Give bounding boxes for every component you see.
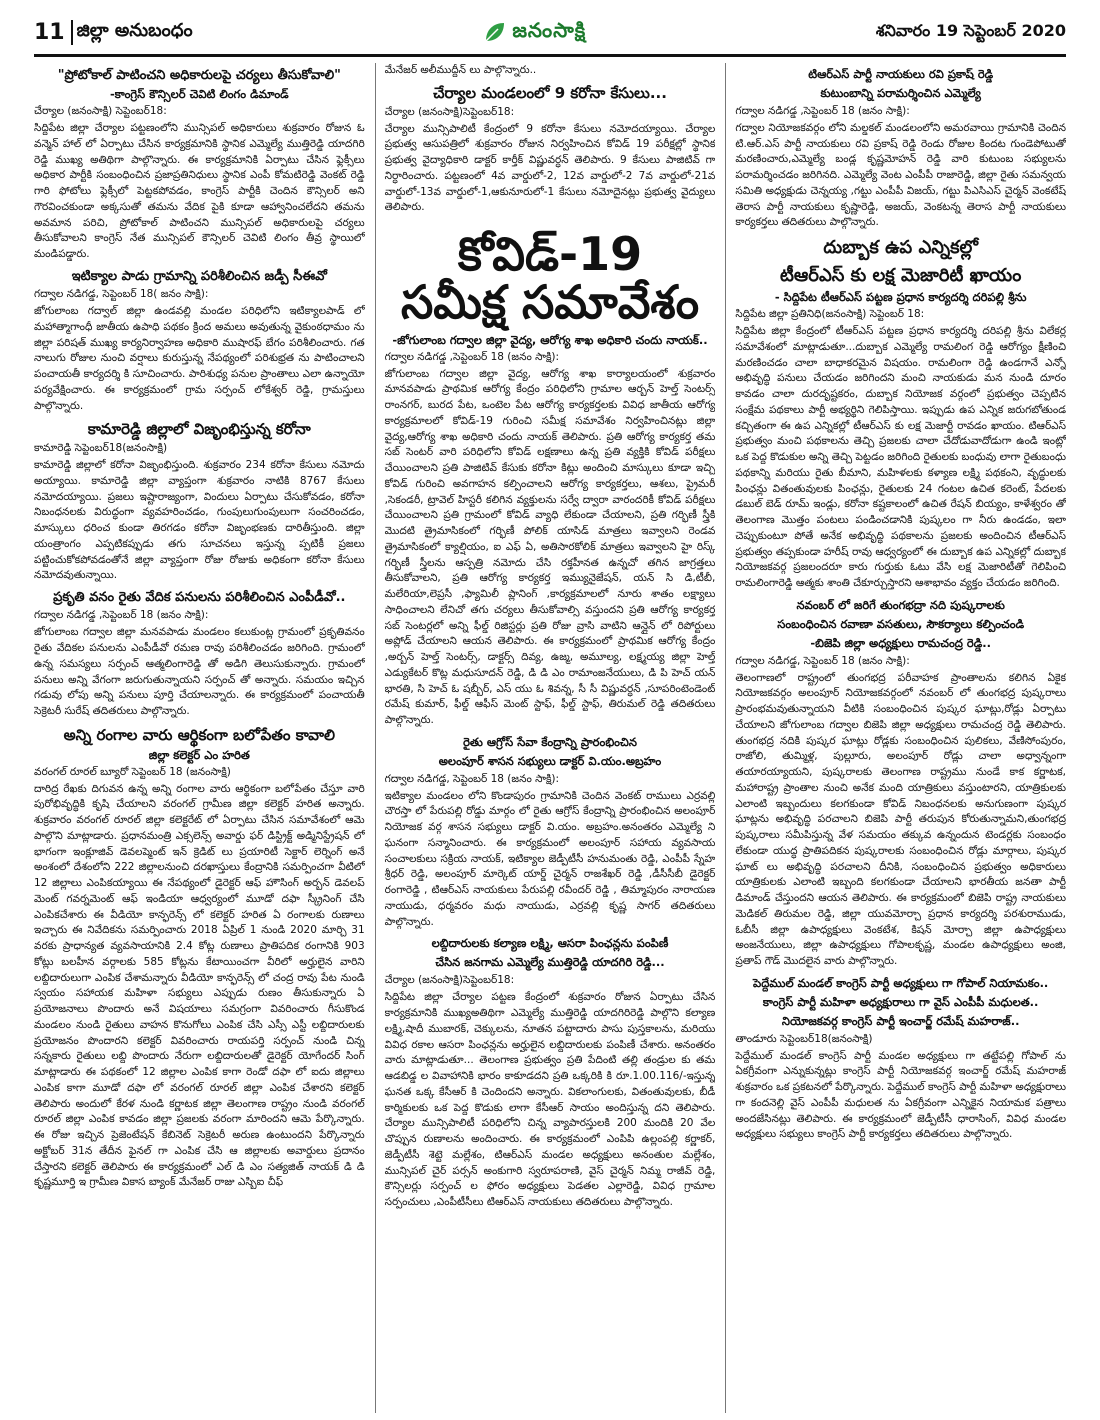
article-body: చేర్యాల మున్సిపాలిటీ కేంద్రంలో 9 కరోనా కేసులు నమోదయ్యాయి. చేర్యాల ప్రభుత్వ ఆసుపత్రిలో శుక్రవారం రోజున నిర్వహించిన కోవిడ్ 19 పరీక్షల్లో స్థానిక ప్రభుత్వ వైద్యాధికారి డాక్టర్ కార్తీక్ విష్ణువర్ధన్ తెలిపారు. 9 కేసులు పాజిటివ్ గా నిర్ధారించారు. పట్టణంలో 4వ వార్డులో-2, 12వ వార్డులో-2 7వ వార్డులో-21వ వార్డులో-13వ వార్డులో-1,ఆకునూరులో-1 కేసులు నమోదైనట్లు ప్రభుత్వ వైద్యులు తెలిపారు. <box>384 122 716 214</box>
headline: చేర్యాల మండలంలో 9 కరోనా కేసులు... <box>433 83 667 102</box>
article-tungabhadra <box>735 598 1066 970</box>
article-kamareddy-corona <box>34 420 365 584</box>
page-info <box>34 20 193 45</box>
headline: ఇటిక్యాల పాడు గ్రామాన్ని పరిశీలించిన జడ్పీ సీఈవో <box>71 268 327 284</box>
subheadline: జిల్లా కలెక్టర్ ఎం హరిత <box>148 747 250 762</box>
headline-3: నియోజకవర్గ కాంగ్రెస్ పార్టీ ఇంచార్జ్ రమేష్ మహరాజ్.. <box>781 1013 1020 1028</box>
subheadline: -జోగులాంబ గద్వాల జిల్లా వైద్య, ఆరోగ్య శాఖ అధికారి చందు నాయక్.. <box>392 332 708 347</box>
headline-line-2: సంబంధించిన రవాణా వసతులు, సౌకర్యాలు కల్పించండి <box>777 616 1025 631</box>
column-2 <box>375 63 716 1413</box>
article-protocol <box>34 68 365 263</box>
subheadline: అలంపూర్ శాసన సభ్యులు డాక్టర్ వి.యం.అబ్రహం <box>438 753 662 768</box>
subheadline: చేసిన జనగామ ఎమ్మెల్యే ముత్తిరెడ్డి యాదగిరి రెడ్డి... <box>435 955 665 970</box>
dateline: గద్వాల నడిగడ్డ ,సెప్టెంబర్ 18 (జనం సాక్షి): <box>34 609 209 622</box>
logo-text: జనంసాక్షి <box>512 17 587 42</box>
dateline: వరంగల్ రూరల్ బ్యూరో సెప్టెంబర్ 18 (జనంసాక్షి) <box>34 765 231 778</box>
headline: కామారెడ్డి జిల్లాలో విజృంభిస్తున్న కరోనా <box>87 420 311 439</box>
article-body: కామారెడ్డి జిల్లాలో కరోనా విజృంభిస్తుంది. శుక్రవారం 234 కరోనా కేసులు నమోదు అయ్యాయి. కామారెడ్డి జిల్లా వ్యాప్తంగా శుక్రవారం నాటికి 8767 కేసులు నమోదయ్యాయి. ప్రజలు ఇష్టారాజ్యంగా, విందులు ఏర్పాటు చేసుకోవడం, కరోనా నిబంధనలకు విరుద్ధంగా వ్యవహరించడం, గుంపులుగుంపులుగా సంచరించడం, మాస్కులు ధరించ కుండా తిరగడం కరోనా విజృంభణకు దారితీస్తుంది. జిల్లా యంత్రాంగం ఎప్పటికప్పుడు తగు సూచనలు ఇస్తున్న ప్పటికీ ప్రజలు పట్టించుకోకపోవడంతోనే జిల్లా వ్యాప్తంగా రోజు రోజుకు అధికంగా కరోనా కేసులు నమోదవుతున్నాయి. <box>34 459 365 582</box>
headline-2: కాంగ్రెస్ పార్టీ మహిళా అధ్యక్షురాలు గా వైస్ ఎంపీపీ మధులత.. <box>762 994 1039 1009</box>
headline-line-1: టిఆర్ఎస్ పార్టీ నాయకులు రవి ప్రకాష్ రెడ్డి <box>808 67 994 81</box>
section-name: జిల్లా అనుబంధం <box>76 19 193 41</box>
continued-text: మేనేజర్ అలీముద్దీన్ లు పాల్గొన్నారు.. <box>384 64 537 76</box>
dateline: గద్వాల నడిగడ్డ, సెప్టెంబర్ 18 (జనం సాక్షి): <box>384 772 560 785</box>
subheadline: -బిజెపి జిల్లా అధ్యక్షులు రామచంద్ర రెడ్డి.. <box>810 635 991 650</box>
dateline: తాండూరు సెప్టెంబర్18(జనంసాక్షి) <box>735 1032 873 1045</box>
article-body: జోగులాంబ గద్వాల జిల్లా వైద్య, ఆరోగ్య శాఖ కార్యాలయంలో శుక్రవారం మానవపాడు ప్రాథమిక ఆరోగ్య కేంద్రం పరిధిలోని గ్రామాల ఆర్బన్ హెల్త్ సెంటర్స్ రాంనగర్, బురద పేట, ఒంటెల పేట ఆరోగ్య కార్యకర్తలకు వివిధ జాతీయ ఆరోగ్య కార్యక్రమాలలో కోవిడ్-19 గురించి సమీక్ష సమావేశం నిర్వహించినట్లు జిల్లా వైద్య,ఆరోగ్య శాఖ అధికారి చందు నాయక్ తెలిపారు. ప్రతి ఆరోగ్య కార్యకర్త తమ సబ్ సెంటర్ వారి పరిధిలోని కోవిడ్ లక్షణాలు ఉన్న ప్రతి వ్యక్తికి కోవిడ్ పరీక్షలు చేయించాలని ప్రతి పాజిటివ్ కేసుకు కరోనా కిట్లు అందించి మాస్కులు కూడా ఇచ్చి కోవిడ్ గురించి అవగాహన కల్పించాలని ఆరోగ్య కార్యకర్తలు, ఆశలు, ప్రైమరీ ,సెకండరీ, ట్రావెల్ హిస్టరీ కలిగిన వ్యక్తులను సర్వే ద్వారా వారందరికీ కోవిడ్ పరీక్షలు చేయించాలని ప్రతి గ్రామంలో కోవిడ్ వ్యాధి లేకుండా చేయాలని, ప్రతి గర్భిణీ స్త్రీకి మొదటి త్రైమాసికంలో గర్భిణీ పోలిక్ యాసిడ్ మాత్రలు ఇవ్వాలని రెండవ త్రైమాసికంలో క్యాల్షియం, ఐ ఎఫ్ ఏ, అతిసారకోలిక్ మాత్రలు ఇవ్వాలని హై రిస్క్ గర్భిణీ స్త్రీలను ఆస్పత్రి నమోదు చేసి రక్తహీనత ఉన్నచో తగిన జాగ్రత్తలు తీసుకోవాలని, ప్రతి ఆరోగ్య కార్యకర్త ఇమ్యునైజేషన్, యన్ సి డి,టీబీ, మలేరియా,లెప్రసీ ,ఫ్యామిలీ ప్లానింగ్ ,కార్యక్రమాలలో నూరు శాతం లక్ష్యాలు సాధించాలని లేనిచో తగు చర్యలు తీసుకోవాల్సి వస్తుందని ప్రతి ఆరోగ్య కార్యకర్త సబ్ సెంటర్లలో అన్ని ఫీల్డ్ రిజిస్టర్లు ప్రతి రోజు వ్రాసి వాటిని ఆన్లైన్ లో రిపోర్టులు అప్లోడ్ చేయాలని ఆయన తెలిపారు. ఈ కార్యక్రమంలో ప్రాథమిక ఆరోగ్య కేంద్రం ,అర్బన్ హెల్త్ సెంటర్స్, డాక్టర్స్ దివ్య, ఉజ్మ, అమూల్య, లక్ష్మయ్య జిల్లా హెల్త్ ఎడ్యుకేటర్ కొట్ల మధుసూదన్ రెడ్డి, డి డి ఎం రామాంజనేయులు, డి పి హెచ్ యన్ భారతి, సి హెచ్ ఓ షబ్బీర్, ఎస్ యు ఓ శివన్న, సీ సీ విష్ణువర్ధన్ ,సూపరింటెండెంట్ రమేష్ కుమార్, ఫీల్డ్ ఆఫీస్ మెంట్ స్టాఫ్, ఫీల్డ్ స్టాఫ్, తిరుమల్ రెడ్డి తదితరులు పాల్గొన్నారు. <box>384 367 716 727</box>
article-body: దారిద్ర రేఖకు దిగువన ఉన్న అన్ని రంగాల వారు ఆర్థికంగా బలోపేతం చేస్తూ వారి పురోభివృద్ధికి కృషి చేయాలని వరంగల్ గ్రామీణ జిల్లా కలెక్టర్ హరిత అన్నారు. శుక్రవారం వరంగల్ రూరల్ జిల్లా కలెక్టరేట్ లో ఏర్పాటు చేసిన సమావేశంలో ఆమె పాల్గొని మాట్లాడారు. ప్రధానమంత్రి ఎక్సలెన్స్ అవార్డు ఫర్ డిస్ట్రిక్ట్ అడ్మినిస్ట్రేషన్ లో భాగంగా ఇంక్లూజివ్ డెవలప్మెంట్ ఇన్ క్రెడిట్ లు ప్రయారిటీ సెక్టార్ లెర్నింగ్ అనే అంశంలో దేశంలోని 222 జిల్లాలనుంచి దరఖాస్తులు కేంద్రానికి సమర్పించగా వీటిలో 12 జిల్లాలు ఎంపికయ్యాయి ఈ నేపథ్యంలో డైరెక్టర్ ఆఫ్ హౌసింగ్ అర్బన్ డెవలప్ మెంట్ గవర్నమెంట్ ఆఫ్ ఇండియా ఆధ్వర్యంలో మూడో దఫా స్క్రీనింగ్ చేసి ఎంపికచేశారు ఈ వీడియో కాన్ఫరెన్స్ లో కలెక్టర్ హరిత ఏ రంగాలకు రుణాలు ఇచ్చారు ఈ నివేదికను సమర్పించారు 2018 ఏప్రిల్ 1 నుండి 2020 మార్చి 31 వరకు ప్రాధాన్యత వ్యవసాయానికి 2.4 కోట్ల రుణాలు ప్రాతిపదిక రంగానికి 903 కోట్లు బలహీన వర్గాలకు 585 కోట్లను కేటాయించగా వీరిలో అర్హులైన వారిని లబ్దిదారులుగా ఎంపిక చేశామన్నారు వీడియో కాన్ఫరెన్స్ లో చంద్ర రావు పేట నుండి స్వయం సహాయక మహిళా సభ్యులు ఎప్పుడు రుణం తీసుకున్నారు ఏ ప్రయోజనాలు పొందారు అనే విషయాలు సమగ్రంగా వివరించారు గీసుకొండ మండలం నుండి రైతులు వాహన కొనుగోలు ఎంపిక చేసి ఎస్సీ ఎస్టీ లబ్దిదారులకు ప్రయోజనం పొందారని కలెక్టర్ వివరించారు రాయపర్తి సర్పంచ్ నుండి చిన్న సన్నకారు రైతులు లబ్ది పొందారు నేరుగా లబ్దిదారులతో డైరెక్టర్ యోగేందర్ సింగ్ మాట్లాడారు ఈ పథకంలో 12 జిల్లాల ఎంపిక కాగా రెండో దఫా లో ఐదు జిల్లాలు ఎంపిక కాగా మూడో దఫా లో వరంగల్ రూరల్ జిల్లా ఎంపిక చేశారని కలెక్టర్ తెలిపారు అందులో కేరళ నుండి కర్ణాటక జిల్లా తెలంగాణ రాష్ట్రం నుండి వరంగల్ రూరల్ జిల్లా ఎంపిక కావడం జిల్లా ప్రజలకు వరంగా మారిందని ఆమె పేర్కొన్నారు. ఈ రోజు ఇచ్చిన ప్రెజెంటేషన్ కేబినెట్ సెక్రెటరీ అరుణ ఉంటుందని పేర్కొన్నారు అక్టోబర్ 31న తేదీన ఫైనల్ గా ఎంపిక చేసి ఆ జిల్లాలకు అవార్డులు ప్రదానం చేస్తారని కలెక్టర్ తెలిపారు ఈ కార్యక్రమంలో ఎల్ డి ఎం సత్యజిత్ నాయక్ డి డి కృష్ణమూర్తి ఇ గ్రామీణ వికాస బ్యాంక్ మేనేజర్ రాజు ఎస్బిఐ చీఫ్ <box>34 782 365 1189</box>
article-body: తెలంగాణలో రాష్ట్రంలో తుంగభద్ర పరీవాహక ప్రాంతాలను కలిగిన ఏకైక నియోజకవర్గం అలంపూర్ నియోజకవర్గంలో నవంబర్ లో తుంగభద్ర పుష్కరాలు ప్రారంభమవుతున్నాయని వీటికి సంబంధించిన పుష్కర ఘాట్లు,రోడ్లు ఏర్పాటు చేయాలని జోగులాంబ గద్వాల బిజెపి జిల్లా అధ్యక్షులు రామచంద్ర రెడ్డి తెలిపారు. తుంగభద్ర నదికి పుష్కర ఘాట్లు రోడ్లకు సంబంధించిన పులికలు, వేణిసోంపురం, రాజోలి, తుమ్మిళ్ల, పుల్లూరు, అలంపూర్ రోడ్లు చాలా అధ్వాన్నంగా తయారయ్యాయని, పుష్కరాలకు తెలంగాణ రాష్ట్రము నుండే కాక కర్ణాటక, మహారాష్ట్ర ప్రాంతాల నుంచి అనేక మంది యాత్రికులు వస్తుంటారని, యాత్రికులకు ఎలాంటి ఇబ్బందులు కలగకుండా కోవిడ్ నిబంధనలకు అనుగుణంగా పుష్కర ఘాట్లను అభివృద్ధి పరచాలని బిజెపి పార్టీ తరుపున కోరుతున్నామని,తుంగభద్ర పుష్కరాలు సమీపిస్తున్న వేళ సమయం తక్కువ ఉన్నందున టెండర్లకు సంబంధం లేకుండా యుద్ధ ప్రాతిపదికన పుష్కరాలకు సంబంధించిన రోడ్లు మార్గాలు, పుష్కర ఘాట్ లు అభివృద్ధి పరచాలని దీనికి, సంబంధించిన ప్రభుత్వం అధికారులు యాత్రికులకు ఎలాంటి ఇబ్బంది కలగకుండా చేయాలని భారతీయ జనతా పార్టీ డిమాండ్ చేస్తుందని ఆయన తెలిపారు. ఈ కార్యక్రమంలో బిజెపి రాష్ట్ర నాయకులు మెడికల్ తిరుమల రెడ్డి, జిల్లా యువమోర్చా ప్రధాన కార్యదర్శి పరశురాముడు, ఓబీసీ జిల్లా ఉపాధ్యక్షులు వెంకటేశ, కిషన్ మోర్చా జిల్లా ఉపాధ్యక్షులు అంజనేయులు, జిల్లా ఉపాధ్యక్షులు గోపాలకృష్ణ, మండల ఉపాధ్యక్షులు అంజి, ప్రతాప్ గౌడ్ మొదలైన వారు పాల్గొన్నారు. <box>735 671 1067 968</box>
article-agros-centre <box>385 735 716 931</box>
article-body: గద్వాల నియోజకవర్గం లోని మల్డకల్ మండలంలోని అమరవాయి గ్రామానికి చెందిన టి.ఆర్.ఎస్ పార్టీ నాయకులు రవి ప్రకాష్ రెడ్డి రెండు రోజుల కిందట గుండెపోటుతో మరణించారు,ఎమ్మెల్యే బండ్ల కృష్ణమోహన్ రెడ్డి వారి కుటుంబ సభ్యులను పరామర్శించడం జరిగినది. ఎమ్మెల్యే వెంట ఎంపీపీ రాజారెడ్డి, జిల్లా రైతు సమన్వయ సమితి అధ్యక్షుడు చెన్నయ్య ,గట్టు ఎంపీపీ విజయ్, గట్టు పిఎసిఎస్ చైర్మన్ వెంకటేష్ తెరాస పార్టీ నాయకులు కృష్ణారెడ్డి, అజయ్, వెంకటన్న తెరాస పార్టీ నాయకులు కార్యకర్తలు తదితరులు పాల్గొన్నారు. <box>735 121 1067 229</box>
covid-headline-line-1: కోవిడ్-19 <box>457 227 643 281</box>
article-dubbaka <box>735 237 1066 592</box>
article-peddemul-congress <box>735 976 1066 1143</box>
headline: అన్ని రంగాల వారు ఆర్థికంగా బలోపేతం కావాలి <box>63 725 336 744</box>
article-ravi-prakash <box>735 67 1066 231</box>
masthead <box>34 10 1066 57</box>
headline-line-1: దుబ్బాక ఉప ఎన్నికల్లో <box>823 237 978 259</box>
headline-line-2: టీఆర్ఎస్ కు లక్ష మెజారిటీ ఖాయం <box>780 264 1022 286</box>
article-cheryala-corona <box>385 84 716 216</box>
article-body: సిద్దిపేట జిల్లా కేంద్రంలో టీఆర్ఎస్ పట్టణ ప్రధాన కార్యదర్శి దరిపల్లి శ్రీను విలేకర్ల సమావేశంలో మాట్లాడుతూ...దుబ్బాక ఎమ్మెల్యే రామలింగ రెడ్డి ఆరోగ్యం క్షీణించి మరణించడం చాలా బాధాకరమైన విషయం. రామలింగా రెడ్డి ఉండగానే ఎన్నో అభివృద్ధి పనులు చేయడం జరిగిందని మంచి నాయకుడు మన నుండి దూరం కావడం చాలా దురదృష్టకరం, దుబ్బాక నియోజక వర్గంలో ప్రభుత్వం చెప్పటిన సంక్షేమ పథకాలు పార్టీ అభ్యర్థిని గెలిపిస్తాయి. ఇప్పుడు ఉప ఎన్నిక జరుగబోతుండ కచ్చితంగా ఈ ఉప ఎన్నికల్లో టీఆర్ఎస్ కు లక్ష మెజార్టీ రావడం ఖాయం. టిఆర్ఎస్ ప్రభుత్వం మంచి పథకాలను తెచ్చి ప్రజలకు చాలా చేదోడువాదోడుగా ఉండి ఇంట్లో ఒక పెద్ద కొడుకుల అన్ని తెచ్చి పెట్టడం జరిగింది రైతులకు బంధువు లాగా రైతుబంధు పథకాన్ని మరియు రైతు బీమాని, మహిళలకు కళ్యాణ లక్ష్మి పథకంని, వృద్ధులకు పింఛన్లు వితంతువులకు పింఛన్లు, రైతులకు 24 గంటల ఉచిత కరెంట్, పేదలకు డబుల్ బెడ్ రూమ్ ఇండ్లు, కరోనా కష్టకాలంలో ఉచిత రేషన్ బియ్యం, కాళేశ్వరం తో తెలంగాణ మొత్తం పంటలు పండించడానికి పుష్కలం గా నీరు ఉండడం, ఇలా చెప్పుకుంటూ పోతే అనేక అభివృద్ధి పథకాలను ప్రజలకు అందించిన టీఆర్ఎస్ ప్రభుత్వం తప్పకుండా హరీష్ రావు ఆధ్వర్యంలో ఈ దుబ్బాక ఉప ఎన్నికల్లో దుబ్బాక నియోజకవర్గ ప్రజలందరూ కారు గుర్తుకు ఓటు వేసి లక్ష మెజారిటీతో గెలిపించి రామలింగారెడ్డి ఆత్మకు శాంతి చేకూర్చుస్తారని ఆశాభావం వ్యక్తం చేయడం జరిగింది. <box>735 325 1067 590</box>
article-itikyala <box>34 269 365 415</box>
article-kalyana-lakshmi <box>385 936 716 1210</box>
dateline: సిద్దిపేట జిల్లా ప్రతినిధి(జనంసాక్షి) సెప్టెంబర్ 18: <box>735 308 925 321</box>
article-collector-haritha <box>34 726 365 1191</box>
subheadline: - సిద్దిపేట టీఆర్ఎస్ పట్టణ ప్రధాన కార్యదర్శి దరిపల్లి శ్రీను <box>774 290 1027 305</box>
dateline: కామారెడ్డి సెప్టెంబర్18(జనంసాక్షి) <box>34 442 168 455</box>
dateline: చేర్యాల (జనంసాక్షి)సెప్టెంబర్18: <box>384 974 515 987</box>
article-body: ఇటిక్యాల మండలం లోని కొండాపురం గ్రామానికి చెందిన వెంకట్ రాములు ఎర్రవల్లి చౌరస్తా లో పేరుపల్లి రోడ్డు మార్గం లో రైతు ఆగ్రోస్ కేంద్రాన్ని ప్రారంభించిన అలంపూర్ నియోజక వర్గ శాసన సభ్యులు డాక్టర్ వి.యం. అబ్రహం.అనంతరం ఎమ్మెల్యే ని ఘనంగా సన్మానించారు. ఈ కార్యక్రమంలో అలంపూర్ సహాయ వ్యవసాయ సంచాలకులు సక్రియ నాయక్, ఇటిక్యాల జెడ్పీటీసీ హనుమంతు రెడ్డి, ఎంపీపీ స్నేహ శ్రీధర్ రెడ్డి, అలంపూర్ మార్కెట్ యార్డ్ చైర్మన్ రాజశేఖర్ రెడ్డి ,డీసీసీబీ డైరెక్టర్ రంగారెడ్డి , టిఆర్ఎస్ నాయకులు పేరుపల్లి రవీందర్ రెడ్డి , తిమ్మాపురం నారాయణ నాయుడు, ధర్మవరం మధు నాయుడు, ఎర్రవల్లి కృష్ణ సాగర్ తదితరులు పాల్గొన్నారు. <box>384 789 716 928</box>
article-prakruthi-vanam <box>34 590 365 720</box>
subheadline: -కాంగ్రెస్ కౌన్సిలర్ చెవిటి లింగం డిమాండ్ <box>109 87 289 102</box>
column-3 <box>725 63 1066 1413</box>
dateline: గద్వాల నడిగడ్డ ,సెప్టెంబర్ 18 (జనం సాక్షి): <box>384 350 560 363</box>
article-body: జోగులాంబ గద్వాల్ జిల్లా ఉండవల్లి మండల పరిధిలోని ఇటిక్యాలపాడ్ లో మహాత్మాగాంధీ జాతీయ ఉపాధి పథకం క్రింద అమలు అవుతున్న వైకుంఠధామం ను జిల్లా పరిషత్ ముఖ్య కార్యనిర్వాహణ అధికారి ముషారఫ్ బేగం పరిశీలించారు. గత నాలుగు రోజుల నుంచి వర్షాలు కురుస్తున్న నేపథ్యంలో పరిశుభ్రత ను పాటించాలని పంచాయతీ కార్యదర్శి కి సూచించారు. పారిశుధ్య పనుల ప్రాంతాలు ఎలా ఉన్నాయో పర్యవేక్షించారు. ఈ కార్యక్రమంలో గ్రామ సర్పంచ్ లోకేశ్వర్ రెడ్డి, గ్రామస్తులు పాల్గొన్నారు. <box>34 305 365 412</box>
page-number: 11 <box>34 20 73 45</box>
headline-1: పెద్దేముల్ మండల్ కాంగ్రెస్ పార్టీ అధ్యక్షులు గా గోపాల్ నియామకం.. <box>753 975 1049 990</box>
covid-headline-line-2: సమీక్ష సమావేశం <box>400 275 700 330</box>
covid-headline <box>385 227 716 330</box>
headline: "ప్రోటోకాల్ పాటించని అధికారులపై చర్యలు తీసుకోవాలి" <box>57 68 341 83</box>
article-body: సిద్దిపేట జిల్లా చేర్యాల పట్టణంలోని మున్సిపల్ అధికారులు శుక్రవారం రోజున ఓ వన్మెన్ హాల్ లో ఏర్పాటు చేసిన కార్యక్రమానికి స్థానిక ఎమ్మెల్యే ముత్తిరెడ్డి యాదగిరి రెడ్డి ముఖ్య అతిథిగా పాల్గొన్నారు. ఈ కార్యక్రమానికి ఏర్పాటు చేసిన ఫ్లెక్సీలు అధికార పార్టీకి సంబంధించిన ప్రజాప్రతినిధులు స్థానిక ఎంపీ కోమటిరెడ్డి వెంకట్ రెడ్డి గారి ఫోటోలు ఫ్లెక్సీలో పెట్టకపోవడం, కాంగ్రెస్ పార్టీకి చెందిన కౌన్సిలర్ అని గౌరవించకుండా అక్కసుతో తమను వేదిక పైకి కూడా ఆహ్వానించలేదని తమను అవమాన పరిచి, ప్రోటోకాల్ పాటించని మున్సిపల్ అధికారులపై చర్యలు తీసుకోవాలని కాంగ్రెస్ నేత మున్సిపల్ కౌన్సిలర్ చెవిటి లింగం తీవ్ర స్థాయిలో మండిపడ్డారు. <box>34 122 365 261</box>
article-body: సిద్దిపేట జిల్లా చేర్యాల పట్టణ కేంద్రంలో శుక్రవారం రోజున ఏర్పాటు చేసిన కార్యక్రమానికి ముఖ్యఅతిథిగా ఎమ్మెల్యే ముత్తిరెడ్డి యాదగిరిరెడ్డి పాల్గొని కల్యాణ లక్ష్మి,షాదీ ముబారక్, చెక్కులను, నూతన పట్టాదారు పాసు పుస్తకాలను, మరియు వివిధ రకాల ఆసరా పింఛన్లను అర్హులైన లబ్దిదారులకు పంపిణీ చేశారు. అనంతరం వారు మాట్లాడుతూ... తెలంగాణ ప్రభుత్వం ప్రతి పేదింటి తల్లి తండ్రుల కు తమ ఆడబిడ్డ ల వివాహానికి భారం కాకూడదని ప్రతి ఒక్కరికి కి రూ.1.00.116/-ఇస్తున్న ఘనత ఒక్క కేసీఆర్ కి చెందిందని అన్నారు. వికలాంగులకు, వితంతువులకు, బీడీ కార్మికులకు ఒక పెద్ద కొడుకు లాగా కేసీఆర్ సాయం అందిస్తున్న దని తెలిపారు. చేర్యాల మున్సిపాలిటీ పరిధిలోని చిన్న వ్యాపారస్తులకి 200 మందికి 20 వేల చొప్పున రుణాలను అందించారు. ఈ కార్యక్రమంలో ఎంపిపి ఉల్లంపల్లి కర్ణాకర్, జెడ్పీటీసీ శెట్టె మల్లేశం, టిఆర్ఎస్ మండల అధ్యక్షులు అనంతుల మల్లేశం, మున్సిపల్ చైర్ పర్సన్ అంకుగారి స్వరూపరాణి, వైస్ చైర్మన్ నిమ్మ రాజీవ్ రెడ్డి, కౌన్సిలర్లు సర్పంచ్ ల ఫోరం అధ్యక్షులు పెడతల ఎల్లారెడ్డి, వివిధ గ్రామాల సర్పంచులు ,ఎంపీటీసీలు టిఆర్ఎస్ నాయకులు తదితరులు పాల్గొన్నారు. <box>384 991 716 1209</box>
dateline: చేర్యాల (జనంసాక్షి)సెప్టెంబర్18: <box>384 105 515 118</box>
issue-date: శనివారం 19 సెప్టెంబర్ 2020 <box>875 20 1066 40</box>
headline: ప్రకృతి వనం రైతు వేదిక పనులను పరిశీలించిన ఎంపీడీవో.. <box>53 590 346 606</box>
headline: రైతు ఆగ్రోస్ సేవా కేంద్రాన్ని ప్రారంభించిన <box>463 734 637 749</box>
headline-line-1: నవంబర్ లో జరిగే తుంగభద్రా నది పుష్కరాలకు <box>796 597 1005 612</box>
headline-line-2: కుటుంబాన్ని పరామర్శించిన ఎమ్మెల్యే <box>820 85 981 100</box>
leaf-logo-icon <box>482 19 508 45</box>
article-body: పెద్దేముల్ మండల్ కాంగ్రెస్ పార్టీ మండల అధ్యక్షులు గా తట్టేపల్లి గోపాల్ ను ఏకగ్రీవంగా ఎన్నుకున్నట్లు కాంగ్రెస్ పార్టీ నియోజకవర్గ ఇంచార్జ్ రమేష్ మహరాజ్ శుక్రవారం ఒక ప్రకటనలో పేర్కొన్నారు. పెద్దేముల్ కాంగ్రెస్ పార్టీ మహిళా అధ్యక్షురాలు గా కందనెల్లి వైస్ ఎంపీపీ మధులత ను ఏకగ్రీవంగా ఎన్నికైన నియామక పత్రాలు అందజేసినట్లు తెలిపారు. ఈ కార్యక్రమంలో జెడ్పీటీసీ ధారాసింగ్, వివిధ మండల అధ్యక్షులు సభ్యులు కాంగ్రెస్ పార్టీ కార్యకర్తలు తదితరులు పాల్గొన్నారు. <box>735 1049 1067 1141</box>
headline: లబ్దిదారులకు కల్యాణ లక్ష్మి, ఆసరా పింఛన్లను పంపిణీ <box>431 936 669 951</box>
dateline: గద్వాల నడిగడ్డ, సెప్టెంబర్ 18( జనం సాక్షి): <box>34 288 209 301</box>
dateline: గద్వాల నడిగడ్డ ,సెప్టెంబర్ 18 (జనం సాక్షి): <box>735 104 910 117</box>
newspaper-logo <box>482 18 586 47</box>
column-1 <box>34 63 365 1413</box>
dateline: గద్వాల నడిగడ్డ, సెప్టెంబర్ 18 (జనం సాక్షి): <box>735 654 910 667</box>
article-body: జోగులాంబ గద్వాల జిల్లా మనవపాడు మండలం కలుకుంట్ల గ్రామంలో ప్రకృతివనం రైతు వేదికల పనులను ఎంపీడీవో రమణ రావు పరిశీలించడం జరిగింది. గ్రామంలో ఉన్న సమస్యలు సర్పంచ్ ఆత్మలింగారెడ్డి తో అడిగి తెలుసుకున్నారు. గ్రామంలో పనులు అన్ని వేగంగా జరుగుతున్నాయని సర్పంచ్ తో అన్నారు. సమయం ఇచ్చిన గడువు లోపు అన్ని పనులు పూర్తి చేయాలన్నారు. ఈ కార్యక్రమంలో పంచాయతీ సెక్రెటరీ సురేష్ తదితరులు పాల్గొన్నారు. <box>34 626 365 718</box>
columns <box>34 63 1066 1413</box>
dateline: చేర్యాల (జనంసాక్షి) సెప్టెంబర్18: <box>34 105 167 118</box>
article-covid-review <box>384 227 716 729</box>
